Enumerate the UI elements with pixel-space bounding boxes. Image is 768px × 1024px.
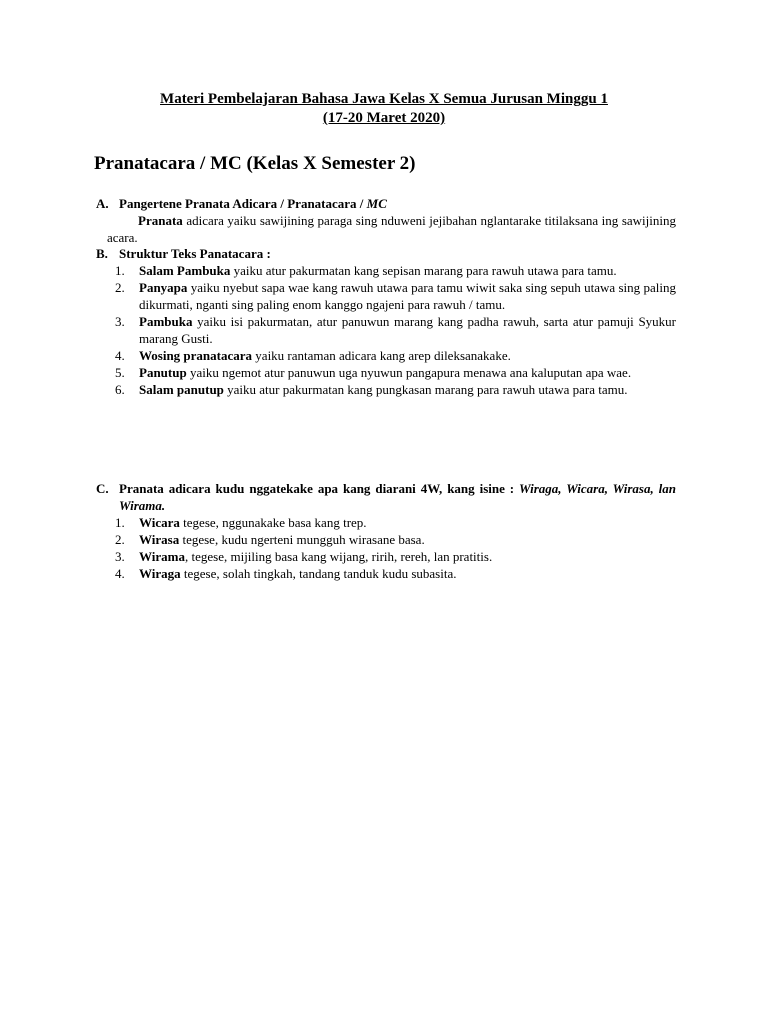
section-a-paragraph xyxy=(96,212,676,246)
list-item-number: 5. xyxy=(115,365,125,380)
list-item-number: 1. xyxy=(115,263,125,278)
section-a-header xyxy=(96,195,676,212)
section-a-para-term: Pranata xyxy=(138,213,183,228)
section-c-letter: C. xyxy=(96,481,109,496)
list-item-number: 3. xyxy=(115,549,125,564)
document-title xyxy=(90,90,678,128)
page-heading: Pranatacara / MC (Kelas X Semester 2) xyxy=(94,153,416,174)
list-item-number: 4. xyxy=(115,348,125,363)
list-item-number: 4. xyxy=(115,566,125,581)
list-item-term: Wosing pranatacara xyxy=(139,348,253,363)
section-a-para-text: adicara yaiku sawijining paraga sing nduweni jejibahan nglantarake titilaksana ing sawijining acara. xyxy=(107,213,676,245)
list-item xyxy=(96,514,676,531)
list-item-text: yaiku isi pakurmatan, atur panuwun marang kang padha rawuh, sarta atur pamuji Syukur marang Gusti. xyxy=(139,314,676,346)
list-item xyxy=(96,279,676,313)
section-b-list xyxy=(96,262,676,398)
list-item xyxy=(96,364,676,381)
section-a xyxy=(96,195,676,246)
list-item-term: Wirama xyxy=(139,549,185,564)
title-line-1: Materi Pembelajaran Bahasa Jawa Kelas X Semua Jurusan Minggu 1 xyxy=(160,91,608,107)
list-item xyxy=(96,313,676,347)
section-a-title: Pangertene Pranata Adicara / Pranatacara / xyxy=(119,196,367,211)
section-b xyxy=(96,245,676,398)
list-item-number: 2. xyxy=(115,280,125,295)
list-item-term: Wiraga xyxy=(139,566,181,581)
list-item xyxy=(96,347,676,364)
list-item-term: Panyapa xyxy=(139,280,188,295)
section-c xyxy=(96,480,676,582)
list-item xyxy=(96,565,676,582)
list-item-text: tegese, solah tingkah, tandang tanduk kudu subasita. xyxy=(180,566,457,581)
section-a-letter: A. xyxy=(96,196,109,211)
list-item-text: tegese, kudu ngerteni mungguh wirasane basa. xyxy=(179,532,425,547)
list-item-text: , tegese, mijiling basa kang wijang, ririh, rereh, lan pratitis. xyxy=(184,549,493,564)
list-item-term: Wirasa xyxy=(139,532,180,547)
section-c-title: Pranata adicara kudu nggatekake apa kang diarani 4W, kang isine : xyxy=(119,481,520,496)
list-item xyxy=(96,548,676,565)
list-item-term: Wicara xyxy=(139,515,180,530)
section-b-letter: B. xyxy=(96,246,108,261)
list-item-number: 1. xyxy=(115,515,125,530)
section-c-list xyxy=(96,514,676,582)
list-item-text: yaiku rantaman adicara kang arep dileksanakake. xyxy=(252,348,511,363)
list-item-number: 6. xyxy=(115,382,125,397)
list-item-term: Salam panutup xyxy=(139,382,224,397)
list-item-number: 3. xyxy=(115,314,125,329)
section-a-title-italic: MC xyxy=(366,196,387,211)
list-item-term: Panutup xyxy=(139,365,187,380)
list-item-number: 2. xyxy=(115,532,125,547)
section-c-header xyxy=(96,480,676,514)
list-item-text: yaiku atur pakurmatan kang pungkasan marang para rawuh utawa para tamu. xyxy=(223,382,628,397)
list-item xyxy=(96,531,676,548)
list-item-text: tegese, nggunakake basa kang trep. xyxy=(179,515,367,530)
list-item-term: Salam Pambuka xyxy=(139,263,231,278)
list-item-text: yaiku ngemot atur panuwun uga nyuwun pangapura menawa ana kaluputan apa wae. xyxy=(186,365,632,380)
list-item-term: Pambuka xyxy=(139,314,193,329)
section-c-title-italic: Wiraga, Wicara, Wirasa, lan Wirama. xyxy=(119,481,676,513)
title-line-2: (17-20 Maret 2020) xyxy=(322,110,446,126)
list-item-text: yaiku nyebut sapa wae kang rawuh utawa para tamu wiwit saka sing sepuh utawa sing paling dikurmati, nganti sing paling enom kanggo ngajeni para rawuh / tamu. xyxy=(139,280,676,312)
section-b-title: Struktur Teks Panatacara : xyxy=(119,246,271,261)
section-b-header xyxy=(96,245,676,262)
list-item xyxy=(96,262,676,279)
list-item-text: yaiku atur pakurmatan kang sepisan marang para rawuh utawa para tamu. xyxy=(230,263,617,278)
list-item xyxy=(96,381,676,398)
